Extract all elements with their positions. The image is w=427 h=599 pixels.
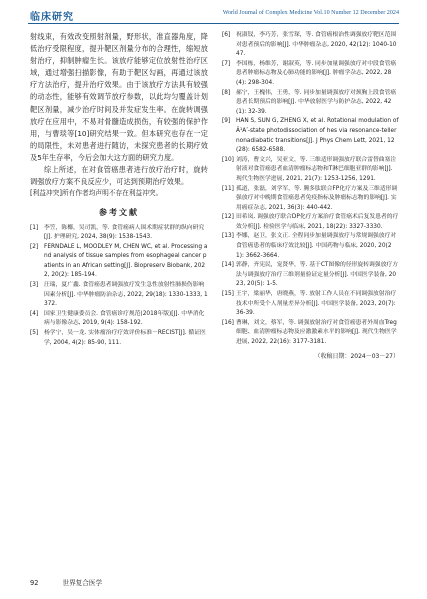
reference-item xyxy=(30,329,208,348)
reference-item xyxy=(222,117,399,155)
conflict-statement: [利益冲突]所有作者均声明不存在利益冲突。 xyxy=(30,189,163,198)
section-title: 临床研究 xyxy=(30,12,74,23)
reference-item xyxy=(30,243,208,281)
reference-number: [8] xyxy=(222,89,231,96)
reference-number: [16] xyxy=(222,319,234,326)
footer-journal-name: 世界复合医学 xyxy=(62,579,103,587)
page-number: 92 xyxy=(30,579,39,587)
reference-number: [1] xyxy=(30,224,39,231)
reference-item xyxy=(222,261,399,290)
left-column xyxy=(30,31,208,348)
journal-running-title: World Journal of Complex Medicine Vol.10 Number 12 December 2024 xyxy=(222,10,399,16)
reference-number: [12] xyxy=(222,214,234,221)
reference-number: [9] xyxy=(222,118,231,125)
reference-number: [13] xyxy=(222,233,234,240)
reference-number: [11] xyxy=(222,185,234,192)
reference-item xyxy=(222,31,399,60)
reference-item xyxy=(222,232,399,261)
reference-item xyxy=(222,60,399,89)
right-column xyxy=(222,31,399,360)
reference-number: [4] xyxy=(30,310,39,317)
reference-text: 汪瑞，夏广鑫. 食管癌患者调强放疗发生急性放射性肺损伤影响因素分析[J]. 中华肿瘤防治杂志, 2022, 29(18): 1330-1333, 1372. xyxy=(44,282,208,308)
reference-number: [5] xyxy=(30,330,39,337)
reference-text: 郭静，齐宪民，宠贤华，等. 基于CT图像的径形旋转调强放疗方法与调强放疗治疗三维剂量验证定量分析[J]. 中国医学装备, 2023, 20(5): 1-5. xyxy=(236,262,398,288)
reference-item xyxy=(222,185,399,214)
reference-item xyxy=(222,156,399,185)
reference-number: [3] xyxy=(30,282,39,289)
reference-text: 孤道，张磊，刘学军，等. 腾多肽联合FP化疗方案及三维适形调强放疗对中晚期食管癌患者免疫指标及肿瘤标志物的影响[J]. 实用癌症杂志, 2021, 36(3): 440-442. xyxy=(236,185,398,211)
page-footer xyxy=(30,577,102,587)
reference-text: 国家卫生健康委员会. 食管癌诊疗规范(2018年版)[J]. 中华消化病与影像杂志, 2019, 9(4): 158-192. xyxy=(44,310,205,327)
reference-text: 李笠，陈椰，吴司凯，等. 食管癌病人围术期症状群的纵向研究[J]. 护理研究, 2024, 38(9): 1538-1543. xyxy=(44,224,205,241)
reference-text: HAN S, SUN G, ZHENG X, et al. Rotational modulation of Â¹Aʹ-state photodissociation of hes via resonance-teller nonadiabatic transitions[J]. J Phys Chem Lett, 2021, 12(28): 6582-6588. xyxy=(236,118,399,154)
reference-text: 杨学宁，吴一龙. 实体瘤治疗疗效评价标准－RECIST[J]. 循证医学, 2004, 4(2): 85-90, 111. xyxy=(44,330,206,346)
body-paragraph: 射线束，有效改变照射剂量，野形状，准直器角度，降低治疗受限程度，提升靶区剂量分布的合理性，缩短放射治疗，抑制肿瘤生长。该放疗能够定位放射性治疗区域，通过增强扫描影像，有助于靶区勾画，再通过该放疗方法治疗，提升治疗效果。由于该放疗方法具有较强的动态性，能够有效调节放疗参数，以此均匀覆盖计划靶区剂量，减少治疗时间及并发症发生率。在旋转调强放疗在应用中，不易对骨髓造成损伤，有较强的保护作用，与曹琰等[10]研究结果一致。但本研究也存在一定的局限性，未对患者进行随访，未探究患者的长期疗效及5年生存率，今后会加大这方面的研究力度。 xyxy=(30,32,208,162)
reference-list-right xyxy=(222,31,399,348)
reference-number: [7] xyxy=(222,60,231,67)
reference-item xyxy=(222,319,399,348)
reference-text: 刘涛，曹文兴，吴亚文，等. 三维适形调强放疗联合雷替曲塞注射液对食管癌患者血清肿瘤标志物和T淋巴细胞亚群的影响[J]. 现代生物医学进展, 2021, 21(7): 1253-1256, 1291. xyxy=(236,156,397,182)
reference-item xyxy=(222,213,399,232)
reference-text: 李国栋，杨维芳，谢淑英，等. 同步加量调强放疗对中段食管癌患者肿瘤标志物及心肺功能的影响[J]. 肿瘤学杂志, 2022, 28(4): 298-304. xyxy=(236,60,397,86)
reference-item xyxy=(222,290,399,319)
conclusion-paragraph: 综上所述，在对食管癌患者进行放疗治疗时，旋转调强放疗方案不良反应少，可达到预期治疗效果。 xyxy=(30,165,208,187)
references-heading: 参考文献 xyxy=(99,207,139,217)
reference-text: 田希岚. 调强放疗联合DP化疗方案治疗食管癌术后复发患者的疗效分析[J]. 检验医学与临床, 2021, 18(22): 3327-3330. xyxy=(236,214,399,230)
reference-number: [2] xyxy=(30,243,39,250)
reference-number: [14] xyxy=(222,262,234,269)
reference-number: [10] xyxy=(222,156,234,163)
page-header xyxy=(0,0,427,26)
reference-number: [15] xyxy=(222,291,234,298)
reference-number: [6] xyxy=(222,32,231,38)
reference-text: FERNDALE L, MOODLEY M, CHEN WC, et al. Processing and analysis of tissue samples from esophageal cancer patients in an African setting[J]. Biopreserv Biobank, 2022, 20(2): 185-194. xyxy=(44,243,208,279)
received-date: （收稿日期：2024－03－27） xyxy=(314,352,399,360)
reference-text: 祝淑钗，李巧芳，张雪琛，等. 食管癌根治性调强放疗靶区范围对患者预后的影响[J]. 中华肿瘤杂志, 2020, 42(12): 1040-1047. xyxy=(236,32,397,58)
reference-list-left xyxy=(30,224,208,349)
reference-text: 李娜，赵卫，张文正. 全程同步加量调强放疗与常规调强放疗对食管癌患者的临床疗效比较[J]. 中国药物与临床, 2020, 20(21): 3662-3664. xyxy=(236,233,397,259)
reference-text: 王宇，梁丽华，唐晓燕，等. 放射工作人员在不同调强放射治疗技术中所受个人剂量差异分析[J]. 中国医学装备, 2023, 20(7): 36-39. xyxy=(236,291,397,317)
reference-text: 曹琳，刘文，蔡军，等. 调强放射治疗对食管癌患者外周血Treg细胞、血清肿瘤标志物及应激激素水平的影响[J]. 现代生物医学进展, 2022, 22(16): 3177-3181. xyxy=(236,319,397,345)
reference-item xyxy=(222,89,399,118)
reference-item xyxy=(30,281,208,310)
reference-item xyxy=(30,224,208,243)
header-rule xyxy=(28,23,399,24)
reference-text: 郝宁，王槐伟，王勇，等. 同步加量调强放疗对颈胸上段食管癌患者长期预后的影响[J]. 中华放射医学与防护杂志, 2022, 42(1): 32-39. xyxy=(236,89,397,115)
reference-item xyxy=(30,310,208,329)
